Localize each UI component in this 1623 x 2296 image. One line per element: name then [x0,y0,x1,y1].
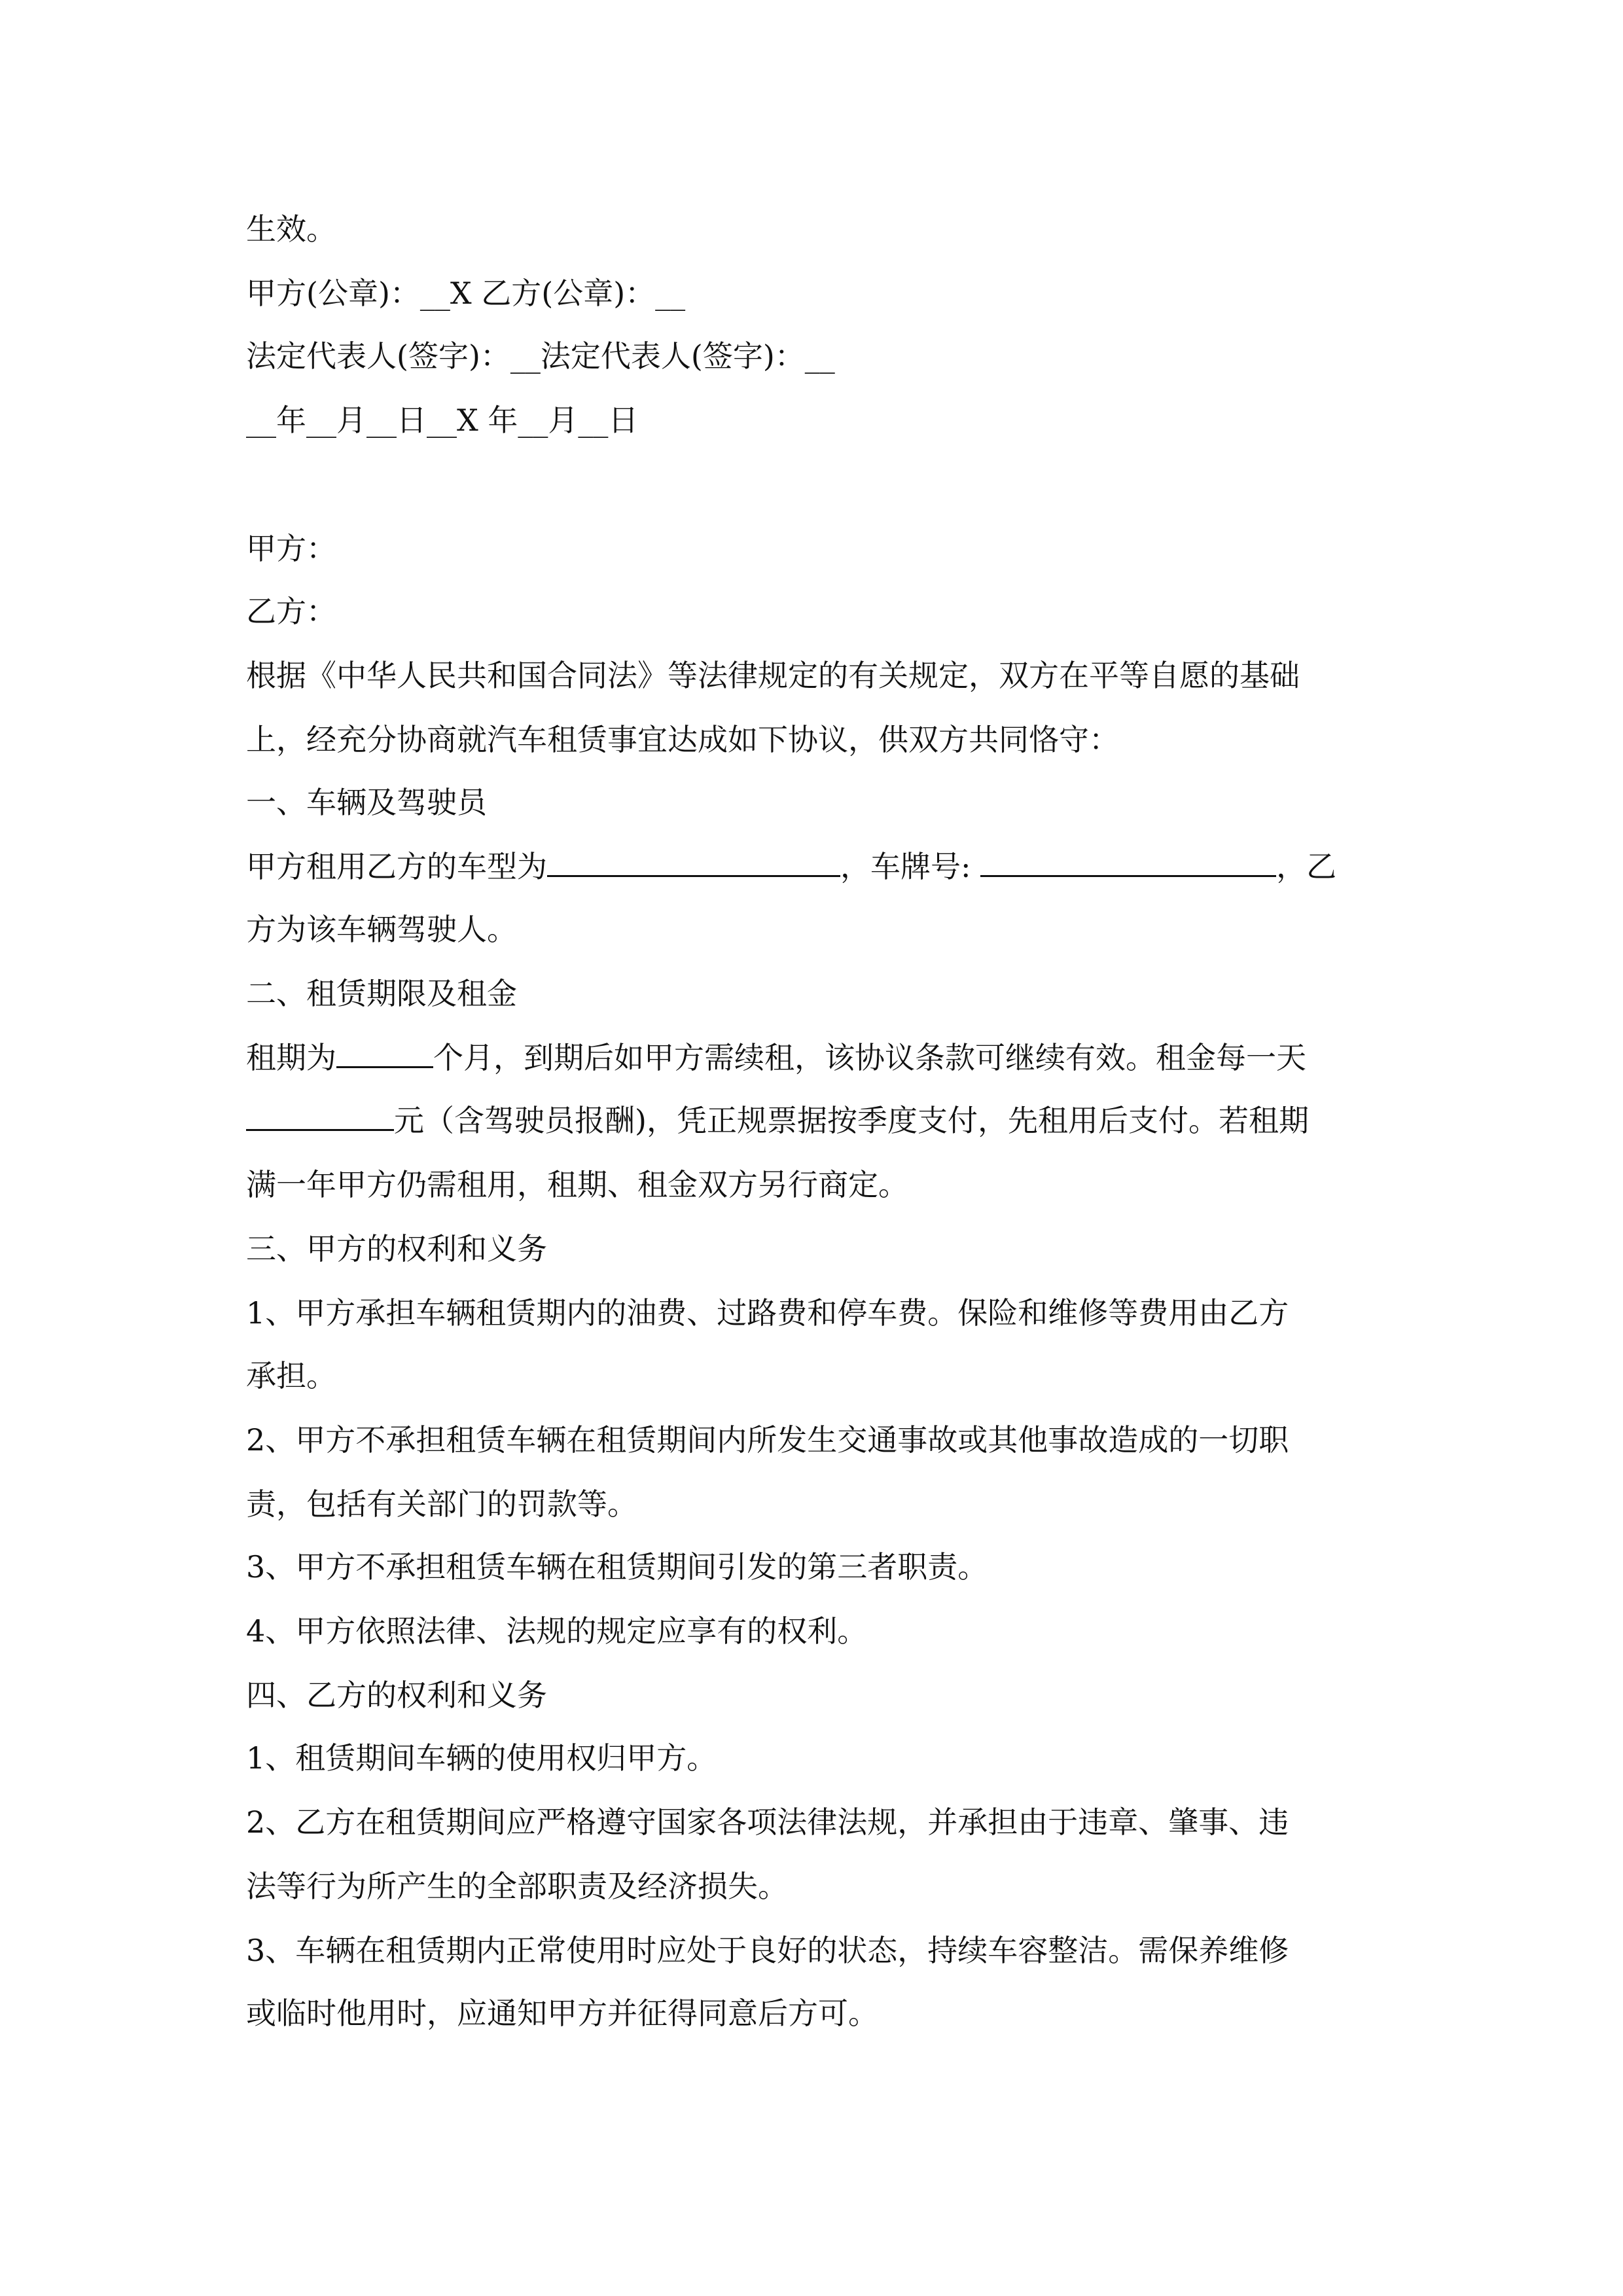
daily-rent-blank [246,1103,394,1131]
signature-date-line: __年__月__日__X 年__月__日 [246,403,639,438]
section-heading: 一、车辆及驾驶员 [246,785,487,820]
vehicle-model-blank [547,849,840,877]
lease-months-blank [336,1040,433,1068]
party-b-label: 乙方： [246,594,336,629]
signature-seal-line: 甲方(公章)：__X 乙方(公章)：__ [246,276,686,311]
clause-line: 承担。 [246,1358,336,1393]
clause-line: 2、乙方在租赁期间应严格遵守国家各项法律法规，并承担由于违章、肇事、违 [246,1804,1289,1840]
party-a-label: 甲方： [246,531,336,566]
preamble-line: 上，经充分协商就汽车租赁事宜达成如下协议，供双方共同恪守： [246,722,1119,757]
vehicle-clause-line [246,847,1385,886]
vehicle-clause-line: 方为该车辆驾驶人。 [246,912,517,947]
text-line: 生效。 [246,211,336,247]
clause-text: 租期为 [246,1040,336,1075]
clause-line: 或临时他用时，应通知甲方并征得同意后方可。 [246,1996,878,2031]
clause-text: 甲方租用乙方的车型为 [246,849,547,884]
clause-text: ，乙 [1276,849,1337,884]
clause-line: 1、甲方承担车辆租赁期内的油费、过路费和停车费。保险和维修等费用由乙方 [246,1295,1289,1331]
signature-representative-line: 法定代表人(签字)：__法定代表人(签字)：__ [246,338,835,374]
clause-line: 责，包括有关部门的罚款等。 [246,1486,637,1522]
lease-term-line: 满一年甲方仍需租用，租期、租金双方另行商定。 [246,1167,908,1202]
clause-text: ，车牌号: [840,849,981,884]
clause-line: 1、租赁期间车辆的使用权归甲方。 [246,1740,717,1776]
clause-line: 4、甲方依照法律、法规的规定应享有的权利。 [246,1613,868,1649]
preamble-line: 根据《中华人民共和国合同法》等法律规定的有关规定，双方在平等自愿的基础 [246,658,1300,693]
lease-term-line [246,1038,1385,1077]
clause-text: 元（含驾驶员报酬)，凭正规票据按季度支付，先租用后支付。若租期 [394,1103,1309,1138]
clause-line: 法等行为所产生的全部职责及经济损失。 [246,1869,788,1904]
section-heading: 三、甲方的权利和义务 [246,1231,547,1266]
lease-term-line [246,1101,1385,1140]
section-heading: 二、租赁期限及租金 [246,976,517,1011]
license-plate-blank [980,849,1276,877]
clause-line: 2、甲方不承担租赁车辆在租赁期间内所发生交通事故或其他事故造成的一切职 [246,1422,1289,1458]
clause-line: 3、车辆在租赁期内正常使用时应处于良好的状态，持续车容整洁。需保养维修 [246,1933,1289,1968]
section-heading: 四、乙方的权利和义务 [246,1677,547,1713]
clause-text: 个月，到期后如甲方需续租，该协议条款可继续有效。租金每一天 [433,1040,1306,1075]
clause-line: 3、甲方不承担租赁车辆在租赁期间引发的第三者职责。 [246,1549,988,1585]
